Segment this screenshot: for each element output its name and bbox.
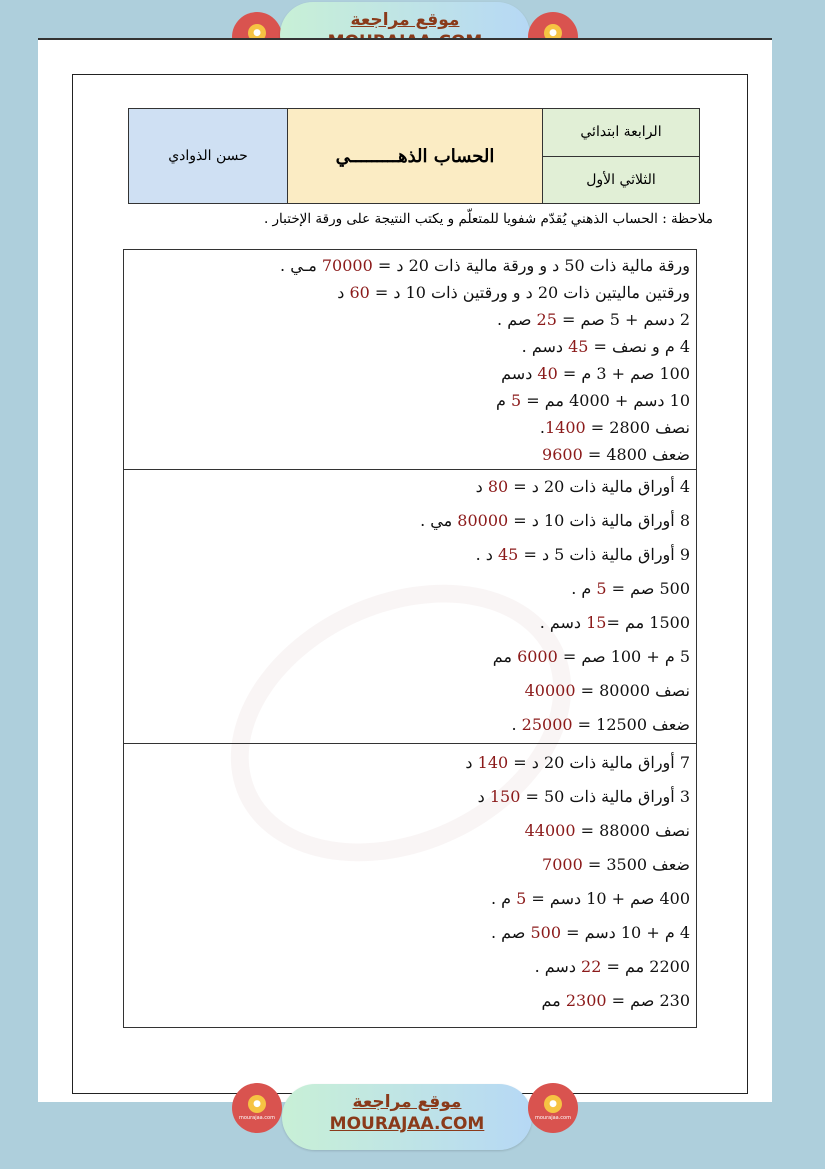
exercise-suffix: د xyxy=(337,283,350,302)
exercise-question: نصف 80000 = xyxy=(575,681,690,700)
exercise-answer: 5 xyxy=(596,579,607,598)
exercise-question: نصف 88000 = xyxy=(575,821,690,840)
title-cell: الحساب الذهـــــــــي xyxy=(288,109,543,203)
logo-text: mourajaa.com xyxy=(238,1115,275,1121)
exercise-answer: 45 xyxy=(568,337,589,356)
exercise-answer: 5 xyxy=(511,391,522,410)
exercise-suffix: دسم . xyxy=(521,337,569,356)
exercise-question: 7 أوراق مالية ذات 20 د = xyxy=(508,753,690,772)
instruction-note: ملاحظة : الحساب الذهني يُقدّم شفويا للمتعلّم و يكتب النتيجة على ورقة الإختبار . xyxy=(263,211,713,227)
exercise-suffix: م . xyxy=(490,889,517,908)
exercise-answer: 7000 xyxy=(542,855,583,874)
exercise-question: 5 م + 100 صم = xyxy=(557,647,690,666)
logo-mark-icon: ● xyxy=(248,24,266,42)
exercise-line xyxy=(491,889,690,908)
exercise-answer: 45 xyxy=(498,545,519,564)
exercise-line xyxy=(522,337,690,356)
exercise-line xyxy=(542,991,690,1010)
site-badge-bottom[interactable] xyxy=(282,1084,532,1150)
exercise-question: 4 أوراق مالية ذات 20 د = xyxy=(508,477,690,496)
site-logo-left-bottom xyxy=(232,1083,282,1133)
exercise-line xyxy=(501,364,690,383)
exercise-question: ضعف 3500 = xyxy=(582,855,690,874)
header-table xyxy=(128,108,700,204)
exercise-answer: 2300 xyxy=(565,991,607,1010)
worksheet xyxy=(38,38,772,1102)
exercise-line xyxy=(542,445,690,464)
level-label: الرابعة ابتدائي xyxy=(543,109,699,157)
exercise-line xyxy=(540,613,690,632)
exercise-line xyxy=(542,855,690,874)
exercise-answer: 6000 xyxy=(517,647,558,666)
exercise-suffix: د xyxy=(465,753,478,772)
exercise-line xyxy=(497,310,690,329)
exercise-suffix: مم xyxy=(492,647,518,666)
logo-mark-icon: ● xyxy=(248,1095,266,1113)
exercise-question: 500 صم = xyxy=(606,579,690,598)
exercise-answer: 80000 xyxy=(457,511,509,530)
logo-text: mourajaa.com xyxy=(534,1115,571,1121)
exercise-answer: 9600 xyxy=(542,445,583,464)
exercise-line xyxy=(535,957,690,976)
exercise-question: ضعف 4800 = xyxy=(582,445,690,464)
worksheet-frame xyxy=(72,74,748,1094)
exercise-answer: 60 xyxy=(349,283,370,302)
exercise-answer: 25 xyxy=(536,310,557,329)
exercise-suffix: دسم . xyxy=(539,613,587,632)
exercise-line xyxy=(420,511,690,530)
exercise-question: 2200 مم = xyxy=(601,957,690,976)
exercise-answer: 15 xyxy=(586,613,607,632)
level-term-cell xyxy=(543,109,699,203)
exercise-suffix: مـي . xyxy=(280,256,322,275)
exercise-question: 1500 مم = xyxy=(606,613,690,632)
exercise-answer: 40 xyxy=(537,364,558,383)
exercise-line xyxy=(493,647,690,666)
exercise-line xyxy=(496,391,690,410)
exercise-suffix: م . xyxy=(571,579,597,598)
exercise-line xyxy=(525,681,690,700)
exercise-answer: 5 xyxy=(516,889,527,908)
site-name-arabic[interactable]: موقع مراجعة xyxy=(352,1092,462,1112)
exercise-answer: 150 xyxy=(489,787,521,806)
exercise-question: 400 صم + 10 دسم = xyxy=(526,889,690,908)
exercise-question: ضعف 12500 = xyxy=(572,715,690,734)
exercise-question: 100 صم + 3 م = xyxy=(557,364,690,383)
exercise-block-2 xyxy=(123,467,697,744)
exercise-suffix: مي . xyxy=(420,511,458,530)
exercise-suffix: م xyxy=(496,391,511,410)
exercise-question: 230 صم = xyxy=(606,991,690,1010)
logo-mark-icon: ● xyxy=(544,24,562,42)
exercise-suffix: صم . xyxy=(490,923,531,942)
exercise-line xyxy=(476,477,690,496)
exercise-question: ورقة مالية ذات 50 د و ورقة مالية ذات 20 د = xyxy=(372,256,690,275)
exercise-question: 4 م + 10 دسم = xyxy=(561,923,690,942)
exercise-answer: 140 xyxy=(477,753,509,772)
exercise-line xyxy=(491,923,690,942)
exercise-suffix: دسم xyxy=(501,364,538,383)
site-logo-right-bottom xyxy=(528,1083,578,1133)
exercise-suffix: دسم . xyxy=(534,957,582,976)
exercise-suffix: د . xyxy=(475,545,498,564)
exercise-suffix: د xyxy=(477,787,490,806)
exercise-answer: 40000 xyxy=(524,681,576,700)
exercise-question: 8 أوراق مالية ذات 10 د = xyxy=(508,511,690,530)
site-name-latin[interactable]: MOURAJAA.COM xyxy=(329,1114,485,1134)
exercise-line xyxy=(476,545,690,564)
exercise-answer: 1400 xyxy=(545,418,586,437)
exercise-question: ورقتين ماليتين ذات 20 د و ورقتين ذات 10 د = xyxy=(369,283,690,302)
exercise-line xyxy=(571,579,690,598)
exercise-suffix: . xyxy=(539,418,545,437)
exercise-question: 10 دسم + 4000 مم = xyxy=(521,391,690,410)
exercise-suffix: د xyxy=(475,477,488,496)
exercise-line xyxy=(525,821,690,840)
exercise-suffix: مم xyxy=(541,991,566,1010)
exercise-answer: 500 xyxy=(530,923,562,942)
exercise-suffix: . xyxy=(511,715,522,734)
exercise-line xyxy=(280,256,690,275)
exercise-answer: 25000 xyxy=(521,715,573,734)
exercise-question: 4 م و نصف = xyxy=(588,337,690,356)
exercise-answer: 22 xyxy=(581,957,602,976)
exercise-question: 3 أوراق مالية ذات 50 = xyxy=(520,787,690,806)
exercise-question: 2 دسم + 5 صم = xyxy=(556,310,690,329)
author-cell: حسن الذوادي xyxy=(129,109,288,203)
exercise-question: نصف 2800 = xyxy=(585,418,690,437)
exercise-line xyxy=(540,418,690,437)
exercise-line xyxy=(465,753,690,772)
site-name-arabic[interactable]: موقع مراجعة xyxy=(350,10,460,30)
logo-mark-icon: ● xyxy=(544,1095,562,1113)
exercise-line xyxy=(478,787,690,806)
exercise-block-1 xyxy=(123,249,697,470)
exercise-answer: 70000 xyxy=(321,256,373,275)
exercise-line xyxy=(511,715,690,734)
exercise-answer: 44000 xyxy=(524,821,576,840)
exercise-question: 9 أوراق مالية ذات 5 د = xyxy=(518,545,690,564)
exercise-answer: 80 xyxy=(487,477,509,496)
exercise-suffix: صم . xyxy=(497,310,537,329)
exercise-line xyxy=(337,283,690,302)
exercise-block-3 xyxy=(123,743,697,1028)
term-label: الثلاثي الأول xyxy=(586,171,656,188)
